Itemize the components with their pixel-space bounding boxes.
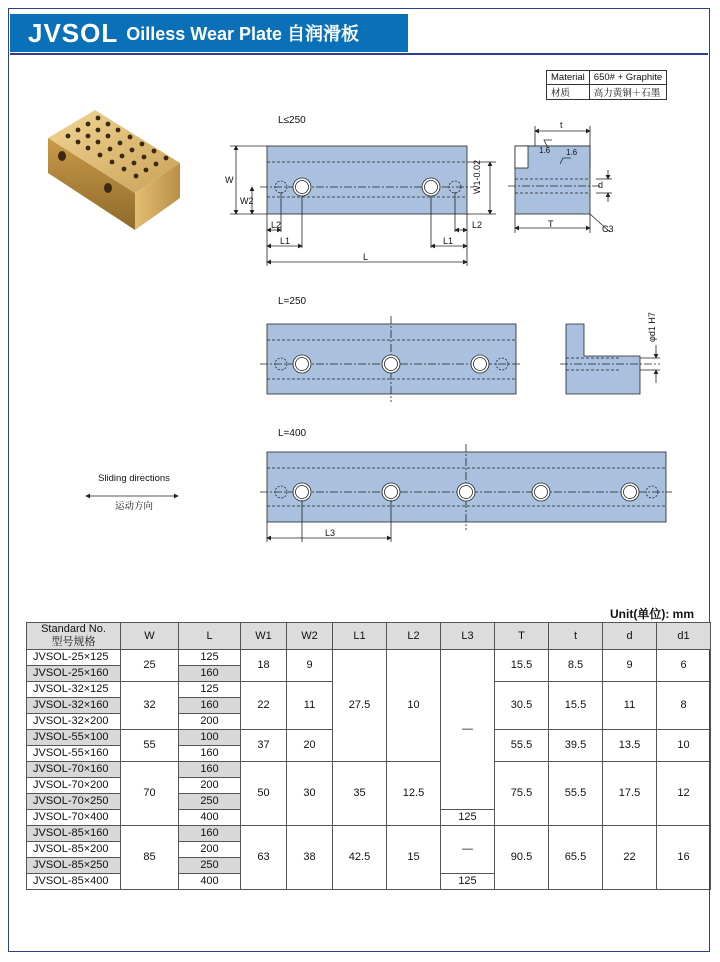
- cell-L2: 15: [387, 826, 441, 890]
- cell-L1: 42.5: [333, 826, 387, 890]
- header-standard: Standard No. 型号规格: [27, 623, 121, 650]
- cell-d1: 10: [657, 730, 711, 762]
- cell-code: JVSOL-70×200: [27, 778, 121, 794]
- cell-W: 55: [121, 730, 179, 762]
- header-t: t: [549, 623, 603, 650]
- cell-W: 32: [121, 682, 179, 730]
- cell-L1: 35: [333, 762, 387, 826]
- cell-L: 160: [179, 698, 241, 714]
- header-L1: L1: [333, 623, 387, 650]
- header-L: L: [179, 623, 241, 650]
- dim-d1: φd1 H7: [647, 312, 657, 342]
- cell-L3: 125: [441, 810, 495, 826]
- cell-t: 39.5: [549, 730, 603, 762]
- cell-d: 13.5: [603, 730, 657, 762]
- cell-L: 400: [179, 874, 241, 890]
- cell-T: 30.5: [495, 682, 549, 730]
- cell-L: 250: [179, 858, 241, 874]
- cell-L: 400: [179, 810, 241, 826]
- cell-W: 70: [121, 762, 179, 826]
- cell-T: 55.5: [495, 730, 549, 762]
- roughness-1: 1.6: [539, 146, 551, 155]
- dim-T: T: [548, 219, 554, 229]
- cell-W2: 38: [287, 826, 333, 890]
- material-value: 650# + Graphite: [589, 71, 666, 85]
- cell-L3: 125: [441, 874, 495, 890]
- cell-W2: 30: [287, 762, 333, 826]
- cell-L: 200: [179, 714, 241, 730]
- cell-L2: 10: [387, 650, 441, 762]
- header-W1: W1: [241, 623, 287, 650]
- cell-L: 160: [179, 762, 241, 778]
- cell-T: 75.5: [495, 762, 549, 826]
- cell-d: 9: [603, 650, 657, 682]
- cell-code: JVSOL-70×250: [27, 794, 121, 810]
- cell-code: JVSOL-85×400: [27, 874, 121, 890]
- header-L2: L2: [387, 623, 441, 650]
- sliding-directions: [94, 473, 174, 512]
- cell-d: 17.5: [603, 762, 657, 826]
- cell-L: 160: [179, 666, 241, 682]
- dim-L: L: [363, 252, 369, 262]
- dim-L2-left: L2: [271, 220, 282, 230]
- cell-W1: 63: [241, 826, 287, 890]
- cell-t: 15.5: [549, 682, 603, 730]
- cell-L: 250: [179, 794, 241, 810]
- cell-code: JVSOL-55×160: [27, 746, 121, 762]
- cell-d: 22: [603, 826, 657, 890]
- cell-L2: 12.5: [387, 762, 441, 826]
- cell-code: JVSOL-85×160: [27, 826, 121, 842]
- material-label: Material: [547, 71, 590, 85]
- cell-code: JVSOL-70×400: [27, 810, 121, 826]
- cell-L1: 27.5: [333, 650, 387, 762]
- dim-L3: L3: [325, 528, 336, 538]
- cell-W2: 20: [287, 730, 333, 762]
- dim-C3: C3: [602, 224, 614, 234]
- cell-W1: 37: [241, 730, 287, 762]
- sliding-label-en: Sliding directions: [98, 473, 170, 484]
- header-d1: d1: [657, 623, 711, 650]
- drawing-label-top: L≤250: [278, 115, 306, 126]
- cell-d1: 6: [657, 650, 711, 682]
- dim-L1-left: L1: [280, 236, 291, 246]
- dim-t: t: [560, 120, 563, 130]
- dim-W1: W1-0.02: [472, 159, 482, 194]
- dim-L1-right: L1: [443, 236, 454, 246]
- cell-code: JVSOL-32×125: [27, 682, 121, 698]
- cell-code: JVSOL-32×200: [27, 714, 121, 730]
- cell-code: JVSOL-85×200: [27, 842, 121, 858]
- material-label-cn: 材质: [547, 85, 590, 100]
- cell-code: JVSOL-55×100: [27, 730, 121, 746]
- cell-T: 90.5: [495, 826, 549, 890]
- spec-header-row: [27, 623, 711, 650]
- cell-L3: —: [441, 650, 495, 810]
- header-L3: L3: [441, 623, 495, 650]
- sliding-label-cn: 运动方向: [114, 501, 153, 512]
- header-d: d: [603, 623, 657, 650]
- cell-code: JVSOL-32×160: [27, 698, 121, 714]
- page-title: Oilless Wear Plate 自润滑板: [126, 24, 360, 44]
- cell-t: 65.5: [549, 826, 603, 890]
- cell-L3: —: [441, 826, 495, 874]
- cell-L: 100: [179, 730, 241, 746]
- cell-code: JVSOL-25×160: [27, 666, 121, 682]
- table-row: [27, 650, 711, 666]
- table-row: [27, 762, 711, 778]
- cell-L: 200: [179, 842, 241, 858]
- cell-d1: 8: [657, 682, 711, 730]
- header-W2: W2: [287, 623, 333, 650]
- cell-L: 125: [179, 682, 241, 698]
- drawing-label-mid: L=250: [278, 296, 307, 307]
- cell-L: 160: [179, 826, 241, 842]
- cell-d: 11: [603, 682, 657, 730]
- dim-L2-right: L2: [472, 220, 483, 230]
- cell-d1: 12: [657, 762, 711, 826]
- cell-code: JVSOL-70×160: [27, 762, 121, 778]
- cell-W1: 18: [241, 650, 287, 682]
- cell-d1: 16: [657, 826, 711, 890]
- cell-L: 125: [179, 650, 241, 666]
- dim-d: d: [598, 180, 604, 190]
- header-T: T: [495, 623, 549, 650]
- cell-W1: 22: [241, 682, 287, 730]
- cell-code: JVSOL-85×250: [27, 858, 121, 874]
- cell-T: 15.5: [495, 650, 549, 682]
- cell-W2: 11: [287, 682, 333, 730]
- cell-t: 55.5: [549, 762, 603, 826]
- cell-W2: 9: [287, 650, 333, 682]
- header-W: W: [121, 623, 179, 650]
- drawing-label-bottom: L=400: [278, 428, 307, 439]
- brand-logo: JVSOL: [28, 17, 119, 48]
- dim-W: W: [225, 175, 234, 185]
- unit-label: Unit(单位): mm: [610, 607, 694, 621]
- roughness-2: 1.6: [566, 148, 578, 157]
- material-value-cn: 高力黄铜＋石墨: [589, 85, 666, 100]
- cell-L: 200: [179, 778, 241, 794]
- spec-table: [26, 622, 711, 890]
- cell-W: 85: [121, 826, 179, 890]
- cell-W: 25: [121, 650, 179, 682]
- table-row: [27, 826, 711, 842]
- cell-L: 160: [179, 746, 241, 762]
- cell-code: JVSOL-25×125: [27, 650, 121, 666]
- cell-W1: 50: [241, 762, 287, 826]
- dim-W2: W2: [240, 196, 254, 206]
- cell-t: 8.5: [549, 650, 603, 682]
